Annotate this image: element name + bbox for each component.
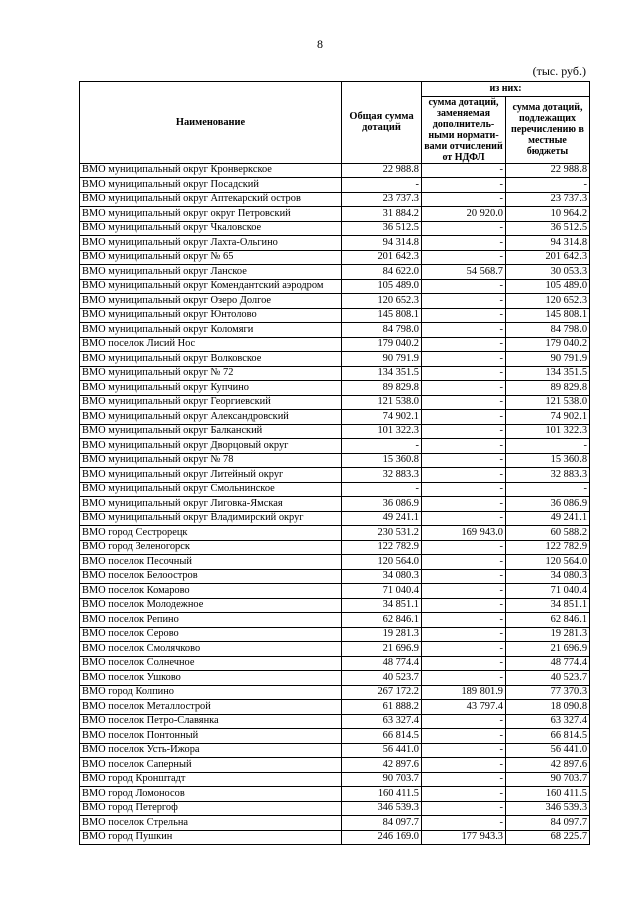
cell-total: 105 489.0 <box>342 279 422 294</box>
cell-replaced: 189 801.9 <box>422 685 506 700</box>
table-row <box>80 207 590 222</box>
cell-replaced: - <box>422 192 506 207</box>
cell-transfer: 66 814.5 <box>506 729 590 744</box>
cell-name: ВМО поселок Стрельна <box>80 816 342 831</box>
cell-replaced: - <box>422 758 506 773</box>
cell-transfer: 145 808.1 <box>506 308 590 323</box>
cell-total: 34 080.3 <box>342 569 422 584</box>
header-name: Наименование <box>80 82 342 164</box>
cell-transfer: 77 370.3 <box>506 685 590 700</box>
cell-total: 230 531.2 <box>342 526 422 541</box>
cell-transfer: 60 588.2 <box>506 526 590 541</box>
cell-replaced: - <box>422 178 506 193</box>
cell-total: - <box>342 482 422 497</box>
cell-name: ВМО поселок Молодежное <box>80 598 342 613</box>
cell-name: ВМО муниципальный округ Лахта-Ольгино <box>80 236 342 251</box>
table-row <box>80 453 590 468</box>
table-row <box>80 613 590 628</box>
cell-transfer: 10 964.2 <box>506 207 590 222</box>
table-row <box>80 569 590 584</box>
header-group: из них: <box>422 82 590 97</box>
table-row <box>80 598 590 613</box>
cell-total: 246 169.0 <box>342 830 422 845</box>
cell-transfer: 34 080.3 <box>506 569 590 584</box>
cell-total: 31 884.2 <box>342 207 422 222</box>
cell-total: 40 523.7 <box>342 671 422 686</box>
cell-name: ВМО муниципальный округ Коломяги <box>80 323 342 338</box>
table-row <box>80 337 590 352</box>
cell-replaced: - <box>422 395 506 410</box>
cell-total: 346 539.3 <box>342 801 422 816</box>
cell-replaced: - <box>422 366 506 381</box>
table-row <box>80 656 590 671</box>
table-row <box>80 192 590 207</box>
cell-replaced: - <box>422 439 506 454</box>
cell-replaced: - <box>422 279 506 294</box>
cell-name: ВМО город Зеленогорск <box>80 540 342 555</box>
cell-transfer: 84 798.0 <box>506 323 590 338</box>
cell-transfer: 94 314.8 <box>506 236 590 251</box>
cell-name: ВМО муниципальный округ № 78 <box>80 453 342 468</box>
cell-total: 179 040.2 <box>342 337 422 352</box>
cell-total: - <box>342 439 422 454</box>
cell-transfer: 63 327.4 <box>506 714 590 729</box>
cell-total: - <box>342 178 422 193</box>
cell-replaced: - <box>422 743 506 758</box>
cell-name: ВМО муниципальный округ Александровский <box>80 410 342 425</box>
cell-total: 122 782.9 <box>342 540 422 555</box>
cell-name: ВМО муниципальный округ Озеро Долгое <box>80 294 342 309</box>
cell-replaced: - <box>422 163 506 178</box>
cell-replaced: - <box>422 424 506 439</box>
cell-transfer: 121 538.0 <box>506 395 590 410</box>
cell-total: 22 988.8 <box>342 163 422 178</box>
cell-total: 90 791.9 <box>342 352 422 367</box>
table-row <box>80 381 590 396</box>
cell-transfer: 90 791.9 <box>506 352 590 367</box>
cell-total: 15 360.8 <box>342 453 422 468</box>
cell-replaced: - <box>422 453 506 468</box>
cell-name: ВМО муниципальный округ Аптекарский остров <box>80 192 342 207</box>
table-row <box>80 352 590 367</box>
cell-transfer: 74 902.1 <box>506 410 590 425</box>
table-row <box>80 424 590 439</box>
cell-replaced: - <box>422 410 506 425</box>
cell-total: 89 829.8 <box>342 381 422 396</box>
table-row <box>80 497 590 512</box>
cell-transfer: 56 441.0 <box>506 743 590 758</box>
cell-total: 267 172.2 <box>342 685 422 700</box>
cell-replaced: - <box>422 772 506 787</box>
cell-replaced: - <box>422 598 506 613</box>
table-row <box>80 178 590 193</box>
table-row <box>80 685 590 700</box>
table-row <box>80 787 590 802</box>
cell-name: ВМО муниципальный округ Литейный округ <box>80 468 342 483</box>
cell-total: 145 808.1 <box>342 308 422 323</box>
cell-transfer: 105 489.0 <box>506 279 590 294</box>
table-row <box>80 729 590 744</box>
cell-total: 201 642.3 <box>342 250 422 265</box>
cell-replaced: - <box>422 323 506 338</box>
cell-replaced: - <box>422 294 506 309</box>
header-total: Общая сумма дотаций <box>342 82 422 164</box>
cell-name: ВМО муниципальный округ Ланское <box>80 265 342 280</box>
cell-total: 74 902.1 <box>342 410 422 425</box>
cell-name: ВМО муниципальный округ Балканский <box>80 424 342 439</box>
table-row <box>80 540 590 555</box>
table-row <box>80 323 590 338</box>
cell-transfer: 40 523.7 <box>506 671 590 686</box>
cell-name: ВМО муниципальный округ Чкаловское <box>80 221 342 236</box>
table-row <box>80 395 590 410</box>
cell-name: ВМО муниципальный округ Юнтолово <box>80 308 342 323</box>
cell-name: ВМО город Сестрорецк <box>80 526 342 541</box>
cell-transfer: 68 225.7 <box>506 830 590 845</box>
cell-total: 48 774.4 <box>342 656 422 671</box>
cell-total: 34 851.1 <box>342 598 422 613</box>
cell-name: ВМО муниципальный округ Посадский <box>80 178 342 193</box>
cell-replaced: 54 568.7 <box>422 265 506 280</box>
cell-name: ВМО поселок Петро-Славянка <box>80 714 342 729</box>
cell-name: ВМО город Пушкин <box>80 830 342 845</box>
cell-replaced: - <box>422 511 506 526</box>
cell-transfer: 32 883.3 <box>506 468 590 483</box>
cell-total: 32 883.3 <box>342 468 422 483</box>
table-row <box>80 468 590 483</box>
table-row <box>80 482 590 497</box>
cell-transfer: 21 696.9 <box>506 642 590 657</box>
table-row <box>80 265 590 280</box>
cell-replaced: - <box>422 250 506 265</box>
cell-transfer: 346 539.3 <box>506 801 590 816</box>
cell-total: 36 086.9 <box>342 497 422 512</box>
table-row <box>80 584 590 599</box>
cell-name: ВМО поселок Солнечное <box>80 656 342 671</box>
cell-transfer: 84 097.7 <box>506 816 590 831</box>
cell-replaced: - <box>422 729 506 744</box>
cell-transfer: 15 360.8 <box>506 453 590 468</box>
cell-transfer: - <box>506 178 590 193</box>
page-number: 8 <box>317 37 323 51</box>
table-row <box>80 511 590 526</box>
cell-transfer: 89 829.8 <box>506 381 590 396</box>
cell-total: 120 564.0 <box>342 555 422 570</box>
cell-total: 63 327.4 <box>342 714 422 729</box>
cell-transfer: 62 846.1 <box>506 613 590 628</box>
header-replaced: сумма дотаций, заменяемая дополнитель-ными нормати-вами отчислений от НДФЛ <box>422 96 506 163</box>
cell-total: 84 622.0 <box>342 265 422 280</box>
cell-name: ВМО муниципальный округ округ Петровский <box>80 207 342 222</box>
cell-name: ВМО муниципальный округ Комендантский аэродром <box>80 279 342 294</box>
table-row <box>80 221 590 236</box>
cell-total: 84 798.0 <box>342 323 422 338</box>
cell-transfer: 42 897.6 <box>506 758 590 773</box>
cell-name: ВМО муниципальный округ Дворцовый округ <box>80 439 342 454</box>
table-row <box>80 743 590 758</box>
cell-name: ВМО поселок Смолячково <box>80 642 342 657</box>
table-row <box>80 308 590 323</box>
cell-name: ВМО поселок Ушково <box>80 671 342 686</box>
cell-replaced: - <box>422 337 506 352</box>
cell-total: 101 322.3 <box>342 424 422 439</box>
cell-transfer: 18 090.8 <box>506 700 590 715</box>
cell-name: ВМО муниципальный округ № 72 <box>80 366 342 381</box>
cell-replaced: - <box>422 714 506 729</box>
cell-name: ВМО поселок Серово <box>80 627 342 642</box>
cell-replaced: - <box>422 627 506 642</box>
cell-replaced: - <box>422 497 506 512</box>
cell-transfer: 34 851.1 <box>506 598 590 613</box>
cell-total: 94 314.8 <box>342 236 422 251</box>
cell-total: 21 696.9 <box>342 642 422 657</box>
table-body <box>80 163 590 845</box>
cell-total: 61 888.2 <box>342 700 422 715</box>
cell-replaced: - <box>422 816 506 831</box>
cell-replaced: - <box>422 584 506 599</box>
units-label: (тыс. руб.) <box>532 64 586 78</box>
table-row <box>80 816 590 831</box>
table-row <box>80 236 590 251</box>
cell-total: 71 040.4 <box>342 584 422 599</box>
cell-total: 160 411.5 <box>342 787 422 802</box>
cell-transfer: - <box>506 439 590 454</box>
table-row <box>80 163 590 178</box>
cell-transfer: 48 774.4 <box>506 656 590 671</box>
cell-replaced: - <box>422 671 506 686</box>
cell-transfer: 120 652.3 <box>506 294 590 309</box>
cell-transfer: 22 988.8 <box>506 163 590 178</box>
cell-replaced: - <box>422 656 506 671</box>
cell-name: ВМО муниципальный округ № 65 <box>80 250 342 265</box>
cell-total: 42 897.6 <box>342 758 422 773</box>
table-row <box>80 830 590 845</box>
cell-replaced: - <box>422 236 506 251</box>
table-row <box>80 801 590 816</box>
cell-total: 120 652.3 <box>342 294 422 309</box>
cell-name: ВМО город Кронштадт <box>80 772 342 787</box>
table-row <box>80 294 590 309</box>
cell-total: 134 351.5 <box>342 366 422 381</box>
cell-name: ВМО поселок Песочный <box>80 555 342 570</box>
cell-name: ВМО поселок Лисий Нос <box>80 337 342 352</box>
table-row <box>80 526 590 541</box>
cell-transfer: 36 512.5 <box>506 221 590 236</box>
cell-replaced: - <box>422 642 506 657</box>
cell-replaced: - <box>422 540 506 555</box>
cell-replaced: - <box>422 482 506 497</box>
cell-total: 49 241.1 <box>342 511 422 526</box>
cell-name: ВМО поселок Усть-Ижора <box>80 743 342 758</box>
cell-replaced: 43 797.4 <box>422 700 506 715</box>
cell-name: ВМО поселок Комарово <box>80 584 342 599</box>
table-row <box>80 366 590 381</box>
cell-total: 90 703.7 <box>342 772 422 787</box>
cell-name: ВМО поселок Понтонный <box>80 729 342 744</box>
table-row <box>80 671 590 686</box>
table-row <box>80 700 590 715</box>
cell-total: 66 814.5 <box>342 729 422 744</box>
cell-name: ВМО поселок Саперный <box>80 758 342 773</box>
cell-total: 19 281.3 <box>342 627 422 642</box>
cell-transfer: 179 040.2 <box>506 337 590 352</box>
cell-total: 23 737.3 <box>342 192 422 207</box>
cell-total: 56 441.0 <box>342 743 422 758</box>
table-row <box>80 279 590 294</box>
cell-name: ВМО муниципальный округ Георгиевский <box>80 395 342 410</box>
cell-replaced: - <box>422 381 506 396</box>
cell-replaced: - <box>422 569 506 584</box>
table-row <box>80 250 590 265</box>
cell-replaced: - <box>422 801 506 816</box>
cell-replaced: 20 920.0 <box>422 207 506 222</box>
table-row <box>80 642 590 657</box>
cell-transfer: 134 351.5 <box>506 366 590 381</box>
table-row <box>80 772 590 787</box>
header-transfer: сумма дотаций, подлежащих перечислению в местные бюджеты <box>506 96 590 163</box>
cell-transfer: 160 411.5 <box>506 787 590 802</box>
cell-name: ВМО город Петергоф <box>80 801 342 816</box>
cell-transfer: 90 703.7 <box>506 772 590 787</box>
cell-total: 84 097.7 <box>342 816 422 831</box>
cell-name: ВМО поселок Репино <box>80 613 342 628</box>
cell-total: 36 512.5 <box>342 221 422 236</box>
cell-replaced: - <box>422 352 506 367</box>
cell-replaced: - <box>422 221 506 236</box>
cell-transfer: 101 322.3 <box>506 424 590 439</box>
cell-total: 121 538.0 <box>342 395 422 410</box>
cell-transfer: 23 737.3 <box>506 192 590 207</box>
cell-replaced: 177 943.3 <box>422 830 506 845</box>
cell-replaced: - <box>422 308 506 323</box>
cell-name: ВМО муниципальный округ Волковское <box>80 352 342 367</box>
cell-replaced: - <box>422 468 506 483</box>
subsidies-table <box>79 81 590 845</box>
cell-transfer: 201 642.3 <box>506 250 590 265</box>
table-row <box>80 555 590 570</box>
table-row <box>80 627 590 642</box>
table-row <box>80 758 590 773</box>
cell-transfer: 19 281.3 <box>506 627 590 642</box>
cell-name: ВМО поселок Металлострой <box>80 700 342 715</box>
cell-transfer: 36 086.9 <box>506 497 590 512</box>
cell-total: 62 846.1 <box>342 613 422 628</box>
table-row <box>80 714 590 729</box>
cell-replaced: - <box>422 555 506 570</box>
cell-transfer: 71 040.4 <box>506 584 590 599</box>
cell-replaced: 169 943.0 <box>422 526 506 541</box>
cell-transfer: - <box>506 482 590 497</box>
cell-name: ВМО муниципальный округ Владимирский округ <box>80 511 342 526</box>
cell-replaced: - <box>422 613 506 628</box>
cell-transfer: 49 241.1 <box>506 511 590 526</box>
table-row <box>80 439 590 454</box>
cell-name: ВМО муниципальный округ Кронверкское <box>80 163 342 178</box>
cell-transfer: 122 782.9 <box>506 540 590 555</box>
cell-name: ВМО поселок Белоостров <box>80 569 342 584</box>
cell-name: ВМО муниципальный округ Купчино <box>80 381 342 396</box>
cell-transfer: 120 564.0 <box>506 555 590 570</box>
cell-name: ВМО город Ломоносов <box>80 787 342 802</box>
cell-transfer: 30 053.3 <box>506 265 590 280</box>
cell-name: ВМО муниципальный округ Смольнинское <box>80 482 342 497</box>
cell-name: ВМО город Колпино <box>80 685 342 700</box>
cell-name: ВМО муниципальный округ Лиговка-Ямская <box>80 497 342 512</box>
table-row <box>80 410 590 425</box>
cell-replaced: - <box>422 787 506 802</box>
